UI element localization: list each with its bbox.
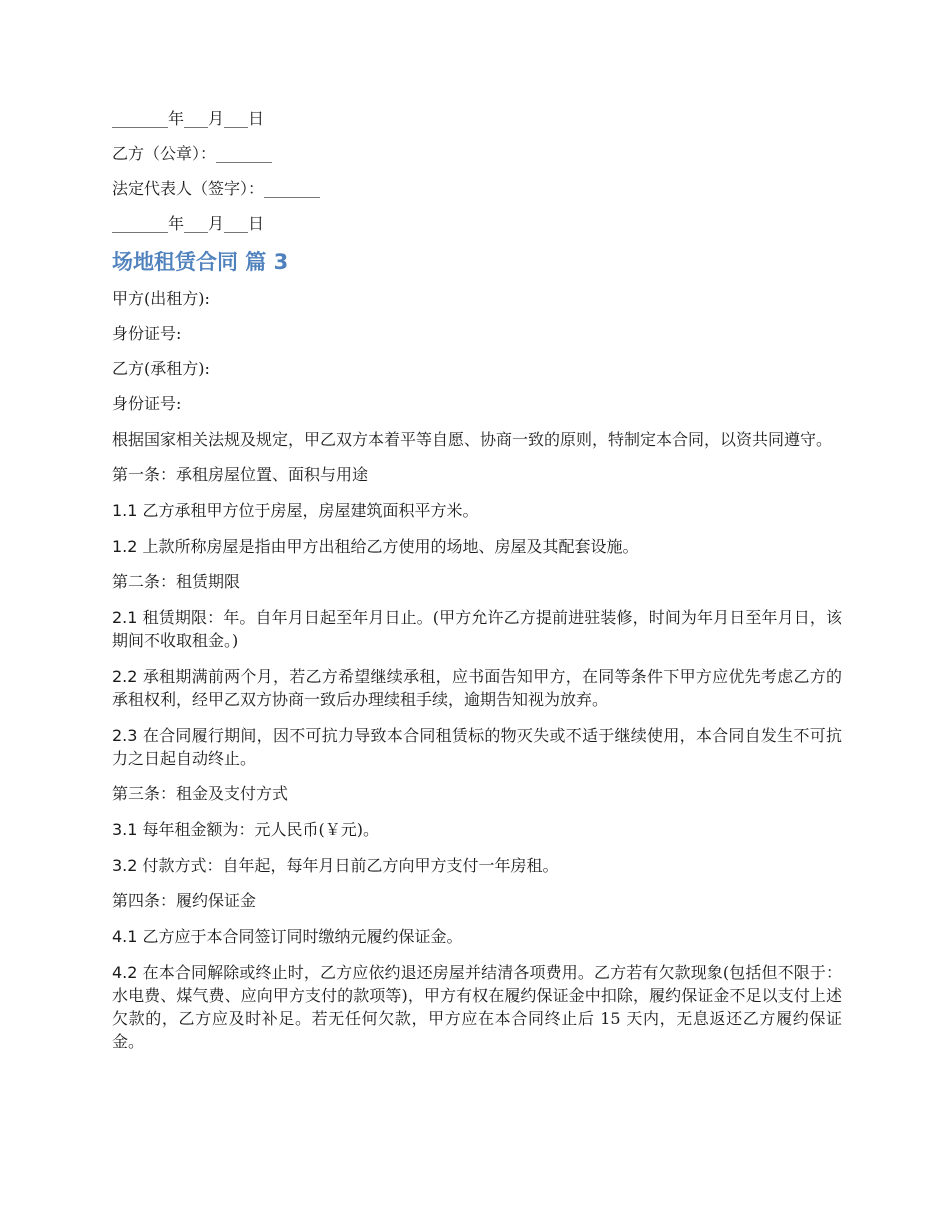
clause-text: 在本合同解除或终止时，乙方应依约退还房屋并结清各项费用。乙方若有欠款现象(包括但不限于：水电费、煤气费、应向甲方支付的款项等)，甲方有权在履约保证金中扣除，履约保证金不足以支付上述欠款的，乙方应及时补足。若无任何欠款，甲方应在本合同终止后 15 天内，无息返还乙方履约保证金。	[112, 963, 843, 1051]
clause	[112, 854, 842, 877]
article-heading: 第二条：租赁期限	[112, 572, 241, 591]
party-b-line: 乙方(承租方):	[112, 359, 210, 378]
clause-text: 上款所称房屋是指由甲方出租给乙方使用的场地、房屋及其配套设施。	[142, 537, 639, 556]
legal-rep-signature-line: 法定代表人（签字）：_______	[112, 179, 321, 198]
clause-text: 乙方应于本合同签订同时缴纳元履约保证金。	[142, 927, 463, 946]
clause-number: 3.1	[112, 820, 138, 839]
clause-number: 4.2	[112, 963, 138, 982]
article-heading: 第一条：承租房屋位置、面积与用途	[112, 465, 369, 484]
clause-text: 每年租金额为：元人民币(￥元)。	[142, 820, 380, 839]
intro-paragraph: 根据国家相关法规及规定，甲乙双方本着平等自愿、协商一致的原则，特制定本合同，以资共同遵守。	[112, 430, 833, 449]
clause-text: 在合同履行期间，因不可抗力导致本合同租赁标的物灭失或不适于继续使用，本合同自发生不可抗力之日起自动终止。	[112, 726, 842, 768]
article-heading: 第三条：租金及支付方式	[112, 784, 289, 803]
clause	[112, 925, 842, 948]
section-title	[112, 248, 842, 276]
clause-number: 2.3	[112, 726, 138, 745]
clause	[112, 606, 842, 652]
clause-number: 2.1	[112, 608, 138, 627]
clause	[112, 665, 842, 711]
clause-number: 2.2	[112, 667, 138, 686]
clause-text: 乙方承租甲方位于房屋，房屋建筑面积平方米。	[142, 501, 479, 520]
clause-text: 付款方式：自年起，每年月日前乙方向甲方支付一年房租。	[142, 856, 559, 875]
section-title-text: 场地租赁合同 篇	[112, 250, 267, 274]
clause-number: 3.2	[112, 856, 138, 875]
clause-number: 1.1	[112, 501, 138, 520]
party-a-id-line: 身份证号:	[112, 324, 182, 343]
clause	[112, 961, 842, 1053]
clause	[112, 535, 842, 558]
clause-text: 承租期满前两个月，若乙方希望继续承租，应书面告知甲方，在同等条件下甲方应优先考虑乙方的承租权利，经甲乙双方协商一致后办理续租手续，逾期告知视为放弃。	[112, 667, 842, 709]
date-line: _______年___月___日	[112, 109, 265, 128]
clause-text: 租赁期限：年。自年月日起至年月日止。(甲方允许乙方提前进驻装修，时间为年月日至年月日，该期间不收取租金。)	[112, 608, 843, 650]
party-a-line: 甲方(出租方):	[112, 289, 210, 308]
clause-number: 1.2	[112, 537, 138, 556]
clause-number: 4.1	[112, 927, 138, 946]
clause	[112, 818, 842, 841]
clause	[112, 499, 842, 522]
article-heading: 第四条：履约保证金	[112, 891, 257, 910]
party-b-id-line: 身份证号:	[112, 394, 182, 413]
section-title-number: 3	[273, 250, 289, 274]
document-page	[112, 108, 842, 1066]
party-b-seal-line: 乙方（公章）：_______	[112, 144, 273, 163]
date-line: _______年___月___日	[112, 214, 265, 233]
clause	[112, 724, 842, 770]
